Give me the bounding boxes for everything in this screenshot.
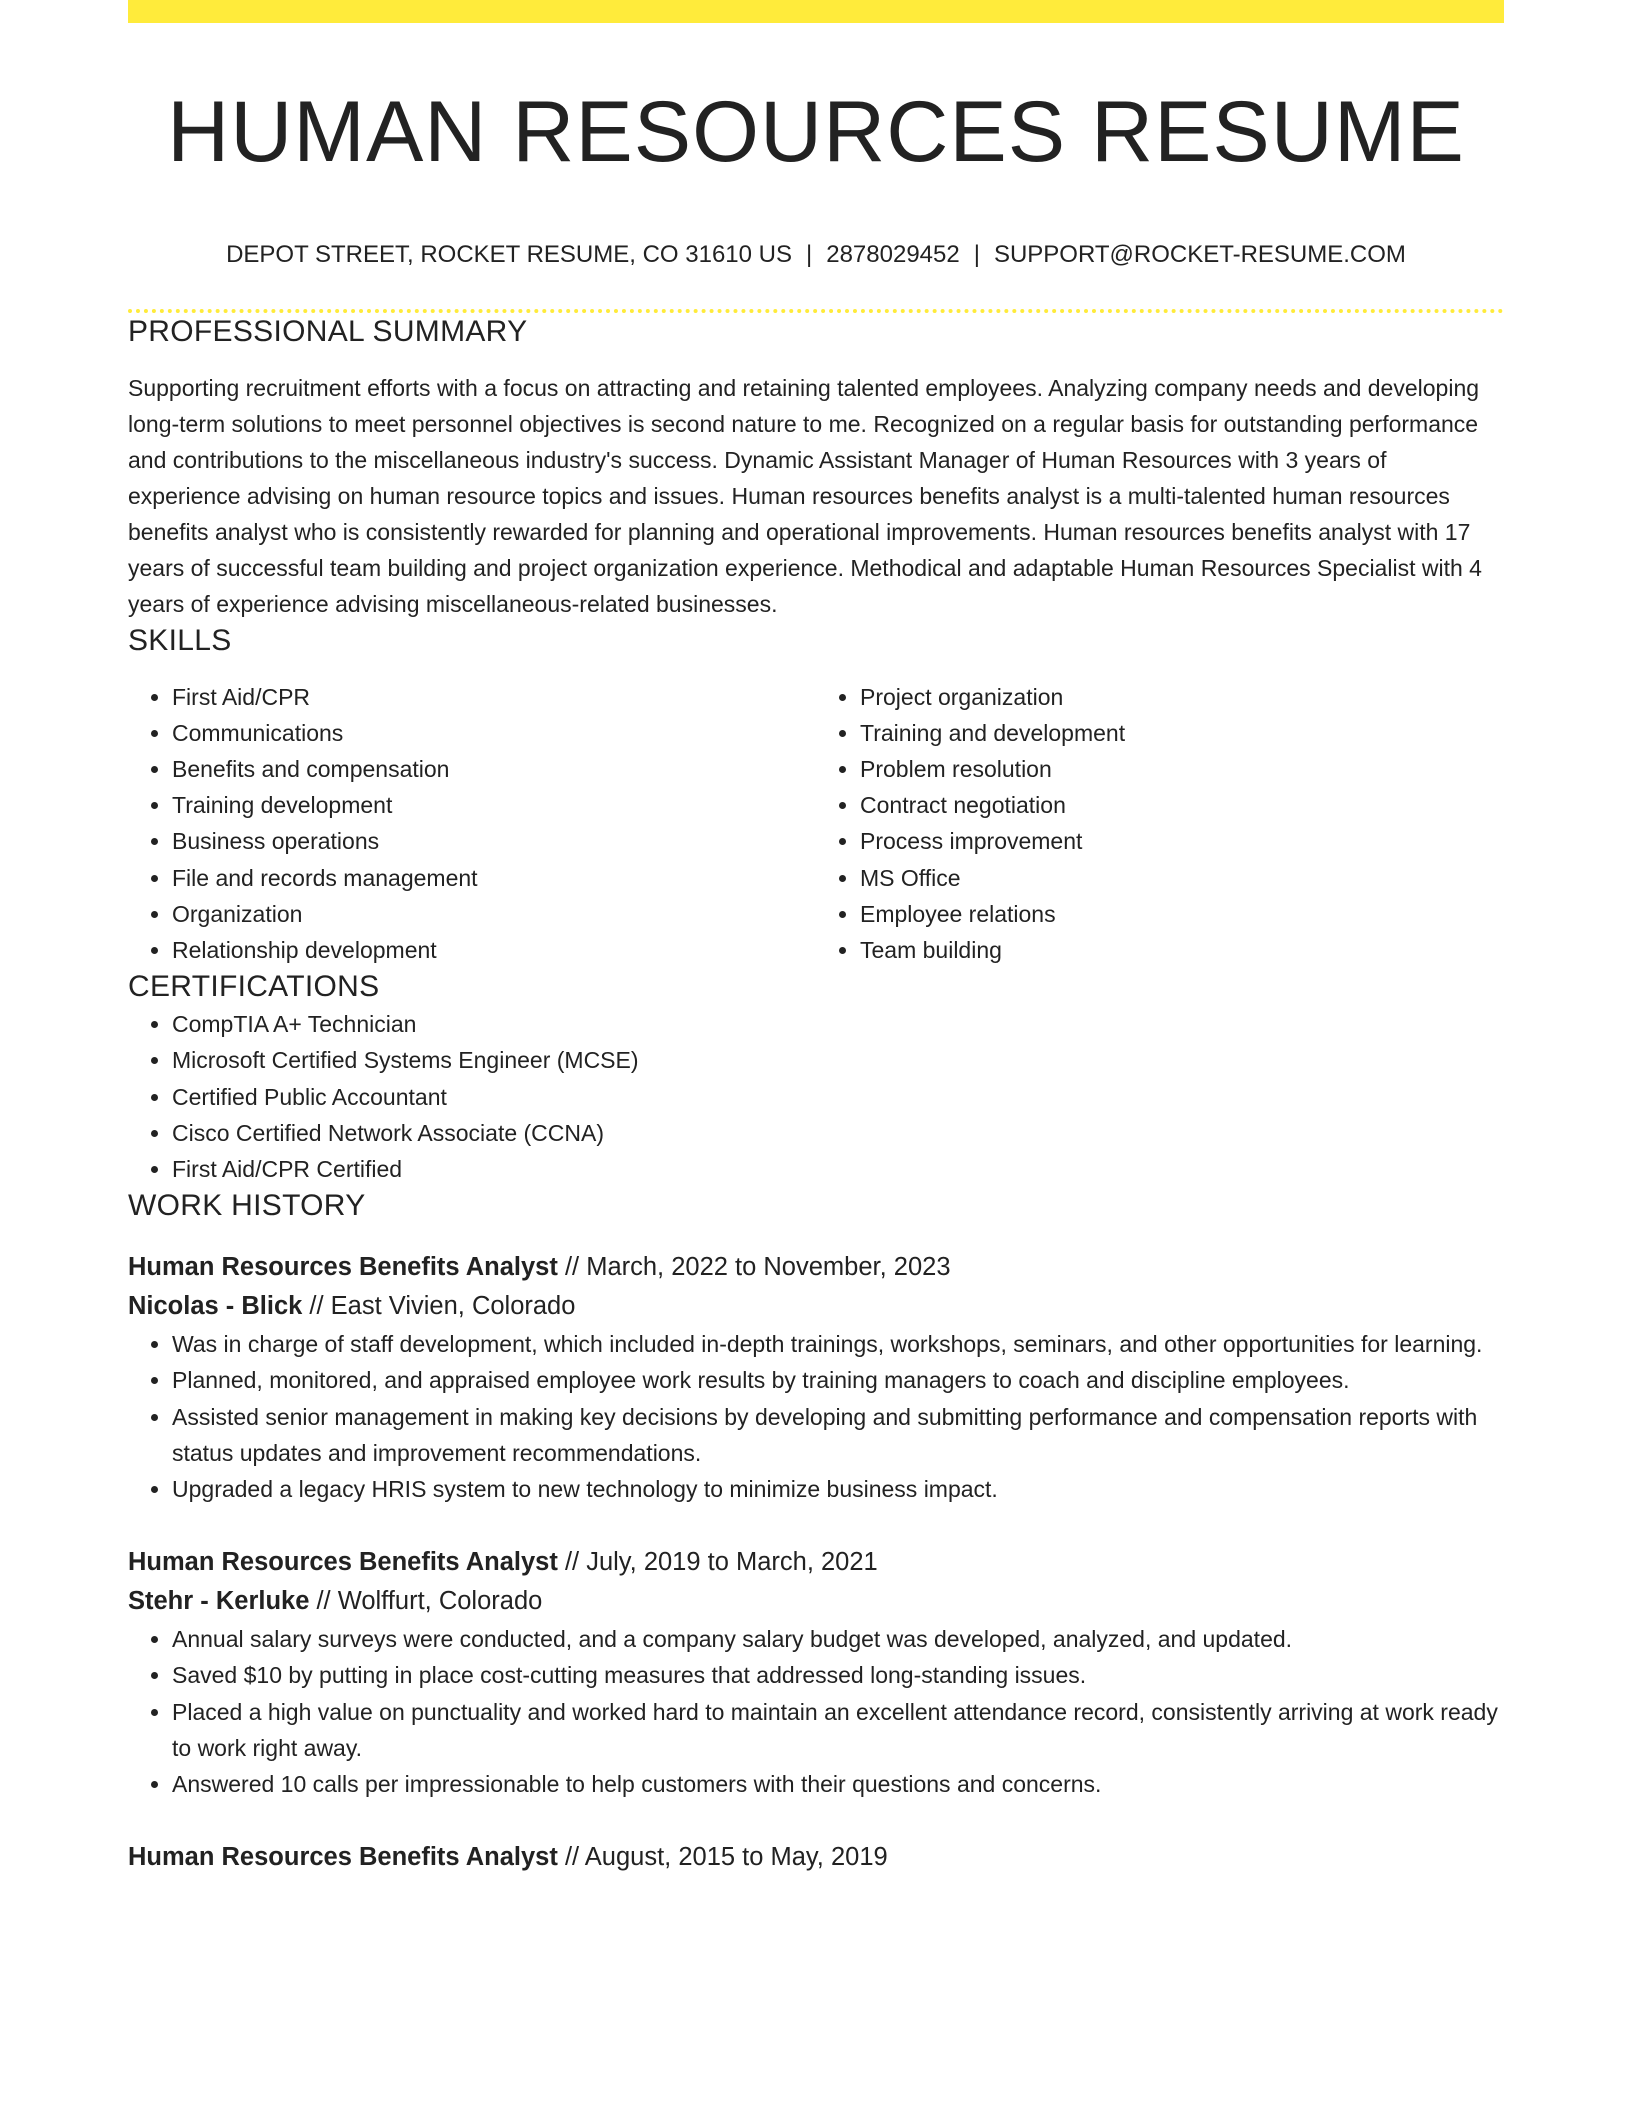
skill-item: • Contract negotiation	[860, 787, 1504, 823]
contact-separator: |	[806, 240, 813, 268]
certification-item: • Cisco Certified Network Associate (CCNA)	[172, 1115, 1504, 1151]
job-dates: // March, 2022 to November, 2023	[557, 1253, 951, 1282]
skill-item: • Employee relations	[860, 896, 1504, 932]
duty-item: • Planned, monitored, and appraised employee work results by training managers to coach and discipline employees.	[172, 1362, 1504, 1398]
job-dates: // August, 2015 to May, 2019	[557, 1843, 888, 1872]
summary-heading: PROFESSIONAL SUMMARY	[128, 314, 528, 348]
duty-item: • Answered 10 calls per impressionable to help customers with their questions and concerns.	[172, 1766, 1504, 1802]
certification-item: • Certified Public Accountant	[172, 1079, 1504, 1115]
job-dates: // July, 2019 to March, 2021	[557, 1548, 878, 1577]
top-accent-bar	[128, 0, 1504, 23]
job-duties-list	[128, 1326, 1504, 1507]
skill-item: • MS Office	[860, 860, 1504, 896]
duty-item: • Assisted senior management in making key decisions by developing and submitting performance and compensation reports with status updates and improvement recommendations.	[172, 1399, 1504, 1471]
job-title: Human Resources Benefits Analyst	[128, 1253, 558, 1282]
summary-text: Supporting recruitment efforts with a focus on attracting and retaining talented employees. Analyzing company needs and developing long-term solutions to meet personnel objectives is second nature to me. Recognized on a regular basis for outstanding performance and contributions to the miscellaneous industry's success. Dynamic Assistant Manager of Human Resources with 3 years of experience advising on human resource topics and issues. Human resources benefits analyst is a multi-talented human resources benefits analyst who is consistently rewarded for planning and operational improvements. Human resources benefits analyst with 17 years of successful team building and project organization experience. Methodical and adaptable Human Resources Specialist with 4 years of experience advising miscellaneous-related businesses.	[128, 374, 1482, 617]
job-title-line	[128, 1248, 1504, 1287]
duty-item: • Upgraded a legacy HRIS system to new technology to minimize business impact.	[172, 1471, 1504, 1507]
resume-title: HUMAN RESOURCES RESUME	[167, 84, 1465, 180]
skill-item: • Training development	[172, 787, 816, 823]
contact-phone: 2878029452	[826, 240, 960, 268]
job-duties-list	[128, 1621, 1504, 1802]
job-entry	[128, 1248, 1504, 1507]
skill-item: • Problem resolution	[860, 751, 1504, 787]
contact-address: DEPOT STREET, ROCKET RESUME, CO 31610 US	[226, 240, 792, 268]
duty-item: • Was in charge of staff development, which included in-depth trainings, workshops, seminars, and other opportunities for learning.	[172, 1326, 1504, 1362]
skills-columns	[128, 679, 1504, 969]
certification-item: • CompTIA A+ Technician	[172, 1006, 1504, 1042]
certification-item: • First Aid/CPR Certified	[172, 1151, 1504, 1187]
skill-item: • Communications	[172, 715, 816, 751]
job-title-line	[128, 1543, 1504, 1582]
job-entry	[128, 1543, 1504, 1802]
job-company-line	[128, 1582, 1504, 1621]
skills-list-right	[816, 679, 1504, 969]
work-history-heading: WORK HISTORY	[128, 1189, 366, 1223]
job-title-line	[128, 1838, 1504, 1877]
certifications-heading: CERTIFICATIONS	[128, 970, 380, 1004]
skill-item: • First Aid/CPR	[172, 679, 816, 715]
job-title: Human Resources Benefits Analyst	[128, 1548, 558, 1577]
job-company: Nicolas - Blick	[128, 1292, 303, 1321]
certifications-list	[128, 1006, 1504, 1187]
resume-column	[128, 0, 1504, 1877]
skill-item: • Relationship development	[172, 932, 816, 968]
skill-item: • Business operations	[172, 823, 816, 859]
skills-heading: SKILLS	[128, 623, 232, 657]
job-title: Human Resources Benefits Analyst	[128, 1843, 558, 1872]
contact-line	[128, 240, 1504, 270]
certification-item: • Microsoft Certified Systems Engineer (MCSE)	[172, 1042, 1504, 1078]
job-entry	[128, 1838, 1504, 1877]
job-company-line	[128, 1287, 1504, 1326]
skill-item: • Project organization	[860, 679, 1504, 715]
skills-list-left	[128, 679, 816, 969]
skill-item: • Organization	[172, 896, 816, 932]
job-location: // East Vivien, Colorado	[302, 1292, 576, 1321]
contact-email: SUPPORT@ROCKET-RESUME.COM	[993, 240, 1406, 268]
duty-item: • Saved $10 by putting in place cost-cutting measures that addressed long-standing issues.	[172, 1657, 1504, 1693]
skill-item: • Team building	[860, 932, 1504, 968]
job-location: // Wolffurt, Colorado	[309, 1587, 543, 1616]
contact-separator: |	[973, 240, 980, 268]
skill-item: • Benefits and compensation	[172, 751, 816, 787]
skill-item: • File and records management	[172, 860, 816, 896]
skill-item: • Training and development	[860, 715, 1504, 751]
job-company: Stehr - Kerluke	[128, 1587, 310, 1616]
duty-item: • Annual salary surveys were conducted, and a company salary budget was developed, analyzed, and updated.	[172, 1621, 1504, 1657]
skill-item: • Process improvement	[860, 823, 1504, 859]
duty-item: • Placed a high value on punctuality and worked hard to maintain an excellent attendance record, consistently arriving at work ready to work right away.	[172, 1694, 1504, 1766]
